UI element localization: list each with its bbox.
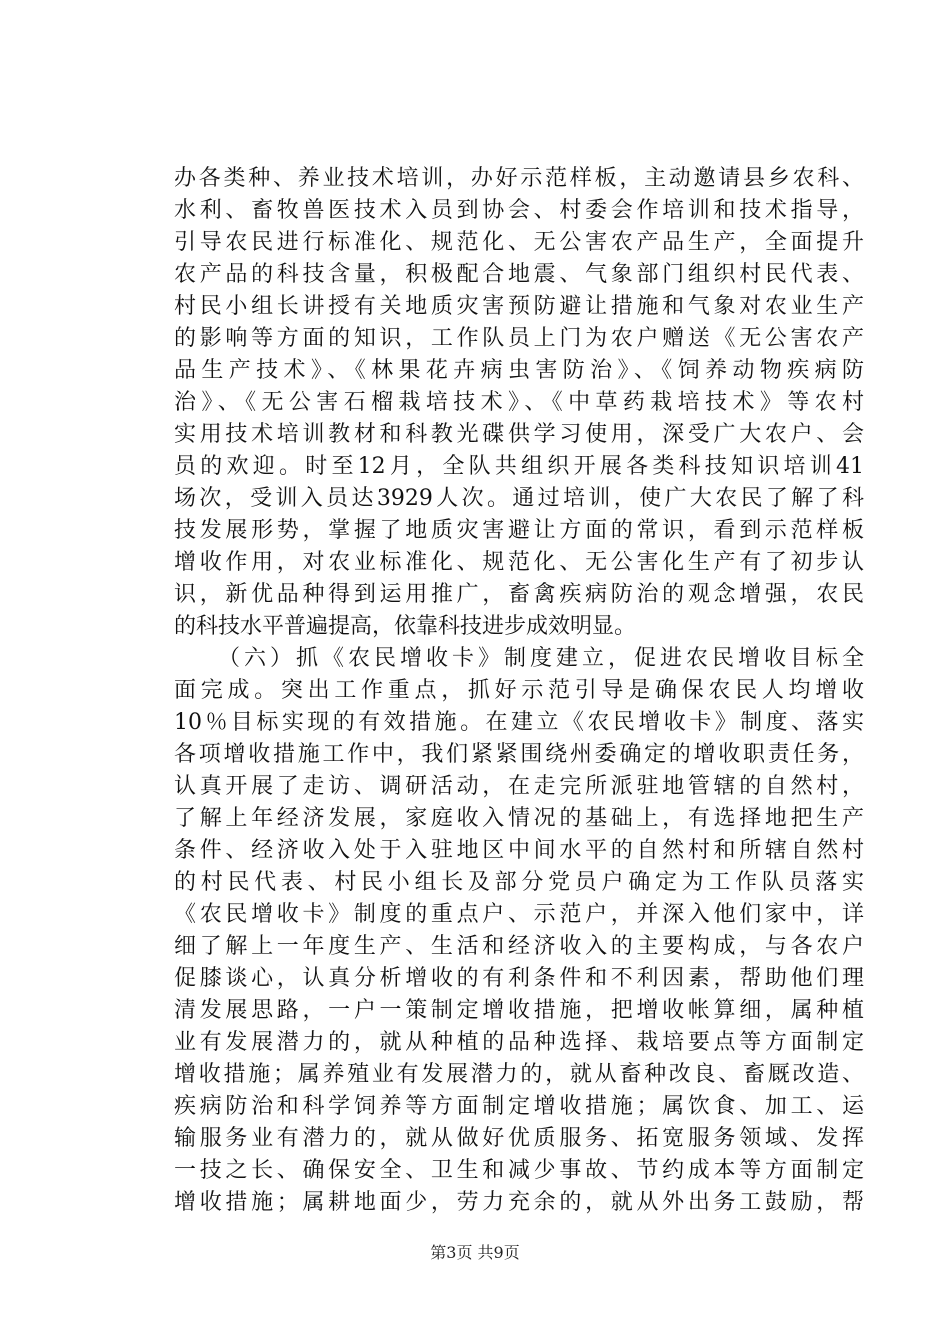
text-line: 的村民代表、村民小组长及部分党员户确定为工作队员落实: [174, 870, 864, 895]
text-line: 增收措施；属耕地面少，劳力充余的，就从外出务工鼓励，帮: [174, 1190, 864, 1215]
text-line: 引导农民进行标准化、规范化、无公害农产品生产，全面提升: [174, 230, 864, 255]
text-line: 促膝谈心，认真分析增收的有利条件和不利因素，帮助他们理: [174, 966, 864, 991]
text-line: 细了解上一年度生产、生活和经济收入的主要构成，与各农户: [174, 934, 864, 959]
text-line: 输服务业有潜力的，就从做好优质服务、拓宽服务领域、发挥: [174, 1126, 864, 1151]
text-line: 各项增收措施工作中，我们紧紧围绕州委确定的增收职责任务，: [174, 742, 864, 767]
text-line: 水利、畜牧兽医技术入员到协会、村委会作培训和技术指导，: [174, 198, 864, 223]
text-line: 员的欢迎。时至12月，全队共组织开展各类科技知识培训41: [174, 454, 864, 479]
text-line: 办各类种、养业技术培训，办好示范样板，主动邀请县乡农科、: [174, 166, 864, 191]
text-line: 识，新优品种得到运用推广，畜禽疾病防治的观念增强，农民: [174, 582, 864, 607]
text-line: 实用技术培训教材和科教光碟供学习使用，深受广大农户、会: [174, 422, 864, 447]
text-line: 一技之长、确保安全、卫生和减少事故、节约成本等方面制定: [174, 1158, 864, 1183]
text-line: 疾病防治和科学饲养等方面制定增收措施；属饮食、加工、运: [174, 1094, 864, 1119]
text-line: 增收作用，对农业标准化、规范化、无公害化生产有了初步认: [174, 550, 864, 575]
text-line: 的科技水平普遍提高，依靠科技进步成效明显。: [174, 614, 637, 639]
text-line: 农产品的科技含量，积极配合地震、气象部门组织村民代表、: [174, 262, 864, 287]
text-line: 村民小组长讲授有关地质灾害预防避让措施和气象对农业生产: [174, 294, 864, 319]
text-line: 增收措施；属养殖业有发展潜力的，就从畜种改良、畜厩改造、: [174, 1062, 864, 1087]
text-line: 10％目标实现的有效措施。在建立《农民增收卡》制度、落实: [174, 710, 864, 735]
text-line: （六）抓《农民增收卡》制度建立，促进农民增收目标全: [218, 646, 864, 671]
text-line: 治》、《无公害石榴栽培技术》、《中草药栽培技术》等农村: [174, 390, 864, 415]
text-line: 了解上年经济发展，家庭收入情况的基础上，有选择地把生产: [174, 806, 864, 831]
page-footer: 第3页 共9页: [430, 1243, 520, 1262]
text-line: 的影响等方面的知识，工作队员上门为农户赠送《无公害农产: [174, 326, 864, 351]
text-line: 技发展形势，掌握了地质灾害避让方面的常识，看到示范样板: [174, 518, 864, 543]
text-line: 面完成。突出工作重点，抓好示范引导是确保农民人均增收: [174, 678, 864, 703]
text-line: 业有发展潜力的，就从种植的品种选择、栽培要点等方面制定: [174, 1030, 864, 1055]
body-text: [174, 163, 864, 1219]
text-line: 条件、经济收入处于入驻地区中间水平的自然村和所辖自然村: [174, 838, 864, 863]
text-line: 品生产技术》、《林果花卉病虫害防治》、《饲养动物疾病防: [174, 358, 864, 383]
text-line: 清发展思路，一户一策制定增收措施，把增收帐算细，属种植: [174, 998, 864, 1023]
text-line: 《农民增收卡》制度的重点户、示范户，并深入他们家中，详: [174, 902, 864, 927]
text-line: 场次，受训入员达3929人次。通过培训，使广大农民了解了科: [174, 486, 864, 511]
text-line: 认真开展了走访、调研活动，在走完所派驻地管辖的自然村，: [174, 774, 864, 799]
